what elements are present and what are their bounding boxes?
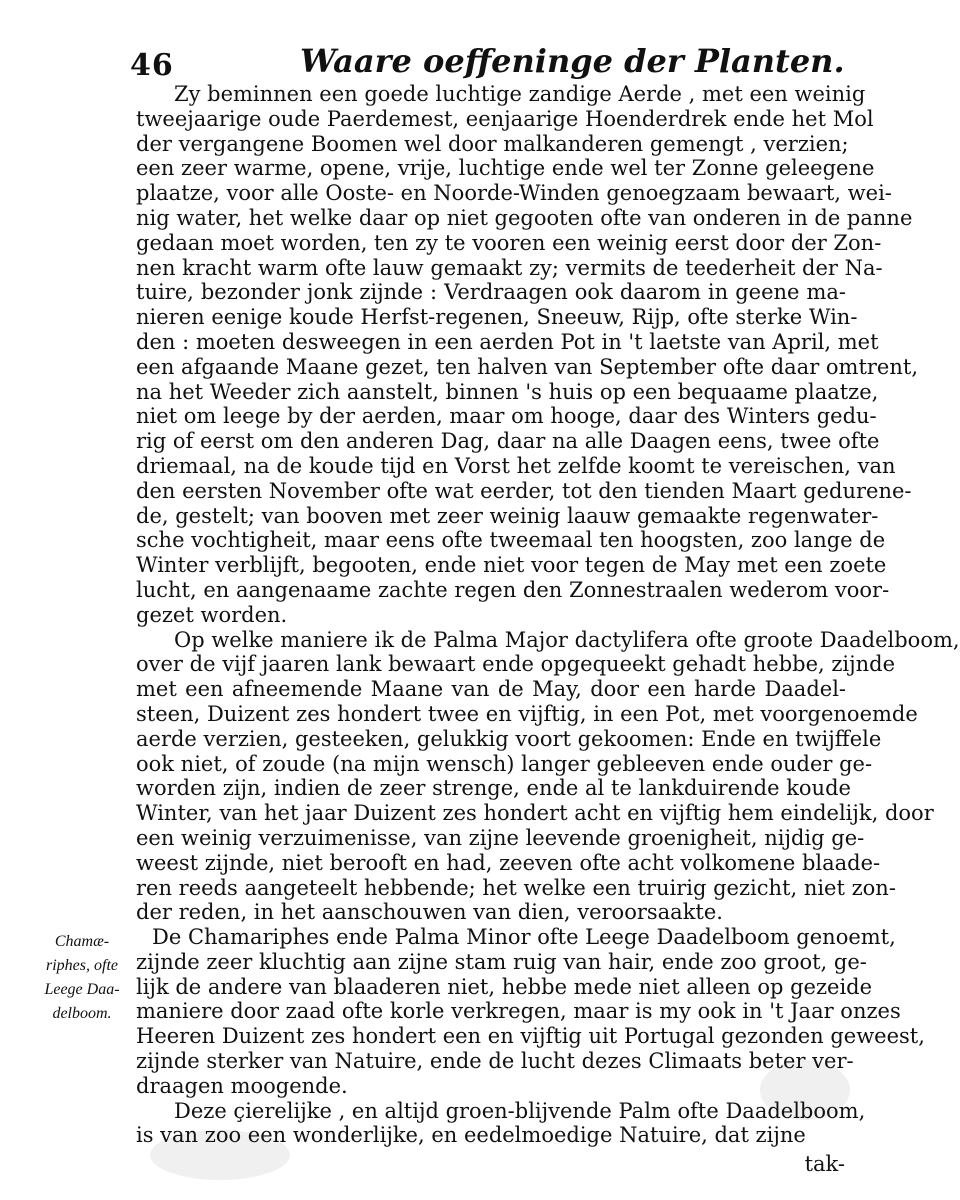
page-number: 46 <box>130 48 174 83</box>
paragraph <box>136 627 960 926</box>
text-line: lucht, en aangenaame zachte regen den Zonnestraalen wederom voor- <box>136 577 890 602</box>
text-line: rig of eerst om den anderen Dag, daar na alle Daagen eens, twee ofte <box>136 429 880 454</box>
text-line: driemaal, na de koude tijd en Vorst het zelfde koomt te vereischen, van <box>136 453 896 478</box>
margin-note-line: Chamæ- <box>54 933 110 950</box>
text-line: weest zijnde, niet berooft en had, zeeven ofte acht volkomene blaade- <box>136 850 881 875</box>
page-header <box>128 38 848 86</box>
text-line: zijnde sterker van Natuire, ende de lucht dezes Climaats beter ver- <box>136 1049 854 1074</box>
text-line: gezet worden. <box>136 602 288 627</box>
text-line: een zeer warme, opene, vrije, luchtige ende wel ter Zonne geleegene <box>136 156 875 181</box>
paragraph <box>136 1098 866 1149</box>
text-line: Winter, van het jaar Duizent zes hondert acht en vijftig hem eindelijk, door <box>136 801 934 826</box>
margin-note <box>36 930 128 1026</box>
catchword: tak- <box>804 1152 845 1176</box>
text-line: der vergangene Boomen wel door malkanderen gemengt , verzien; <box>136 131 849 156</box>
text-line: zijnde zeer kluchtig aan zijne stam ruig van hair, ende zoo groot, ge- <box>136 949 867 974</box>
text-line: maniere door zaad ofte korle verkregen, maar is my ook in 't Jaar onzes <box>136 999 901 1024</box>
text-line: gedaan moet worden, ten zy te vooren een weinig eerst door der Zon- <box>136 230 882 255</box>
text-line: nieren eenige koude Herfst-regenen, Sneeuw, Rijp, ofte sterke Win- <box>136 305 858 330</box>
text-line: nen kracht warm ofte lauw gemaakt zy; vermits de teederheit der Na- <box>136 255 883 280</box>
text-line: tuire, bezonder jonk zijnde : Verdraagen ook daarom in geene ma- <box>136 280 846 305</box>
paragraph <box>136 925 925 1099</box>
text-line: den : moeten desweegen in een aerden Pot in 't laetste van April, met <box>136 329 879 354</box>
text-line: tweejaarige oude Paerdemest, eenjaarige Hoenderdrek ende het Mol <box>136 106 874 131</box>
text-line: De Chamariphes ende Palma Minor ofte Leege Daadelboom genoemt, <box>152 925 896 950</box>
text-line: over de vijf jaaren lank bewaart ende opgequeekt gehadt hebbe, zijnde <box>136 652 896 677</box>
text-line: de, gestelt; van booven met zeer weinig laauw gemaakte regenwater- <box>136 503 879 528</box>
margin-note-line: riphes, ofte <box>46 957 118 974</box>
body-text <box>136 82 960 1148</box>
text-line: niet om leege by der aerden, maar om hooge, daar des Winters gedu- <box>136 404 877 429</box>
running-title: Waare oeffeninge der Planten. <box>300 42 845 80</box>
margin-note-line: delboom. <box>52 1005 112 1022</box>
text-line: der reden, in het aanschouwen van dien, veroorsaakte. <box>136 900 723 925</box>
text-line: nig water, het welke daar op niet gegooten ofte van onderen in de panne <box>136 205 913 230</box>
text-line: Deze çierelijke , en altijd groen-blijvende Palm ofte Daadelboom, <box>174 1098 866 1123</box>
text-line: ook niet, of zoude (na mijn wensch) langer gebleeven ende ouder ge- <box>136 751 873 776</box>
text-line: een afgaande Maane gezet, ten halven van September ofte daar omtrent, <box>136 354 919 379</box>
paragraph <box>136 82 919 628</box>
text-line: plaatze, voor alle Ooste- en Noorde-Winden genoegzaam bewaart, wei- <box>136 181 892 206</box>
text-line: sche vochtigheit, maar eens ofte tweemaal ten hoogsten, zoo lange de <box>136 528 886 553</box>
text-line: Op welke maniere ik de Palma Major dactylifera ofte groote Daadelboom, <box>174 627 960 652</box>
text-line: den eersten November ofte wat eerder, tot den tienden Maart gedurene- <box>136 478 912 503</box>
text-line: draagen moogende. <box>136 1073 348 1098</box>
text-line: steen, Duizent zes hondert twee en vijftig, in een Pot, met voorgenoemde <box>136 701 918 726</box>
text-line: ren reeds aangeteelt hebbende; het welke een truirig gezicht, niet zon- <box>136 875 896 900</box>
text-line: lijk de andere van blaaderen niet, hebbe mede niet alleen op gezeide <box>136 974 873 999</box>
text-line: Heeren Duizent zes hondert een en vijftig uit Portugal gezonden geweest, <box>136 1024 925 1049</box>
text-line: na het Weeder zich aanstelt, binnen 's huis op een bequaame plaatze, <box>136 379 879 404</box>
text-line: een weinig verzuimenisse, van zijne leevende groenigheit, nijdig ge- <box>136 825 865 850</box>
text-line: Zy beminnen een goede luchtige zandige Aerde , met een weinig <box>174 82 866 106</box>
text-line: is van zoo een wonderlijke, en eedelmoedige Natuire, dat zijne <box>136 1123 806 1148</box>
text-line: met een afneemende Maane van de May, door een harde Daadel- <box>136 677 846 702</box>
margin-note-line: Leege Daa- <box>44 981 120 998</box>
text-line: aerde verzien, gesteeken, gelukkig voort gekoomen: Ende en twijffele <box>136 726 882 751</box>
text-line: Winter verblijft, begooten, ende niet voor tegen de May met een zoete <box>136 553 887 578</box>
text-line: worden zijn, indien de zeer strenge, ende al te lankduirende koude <box>136 776 851 801</box>
